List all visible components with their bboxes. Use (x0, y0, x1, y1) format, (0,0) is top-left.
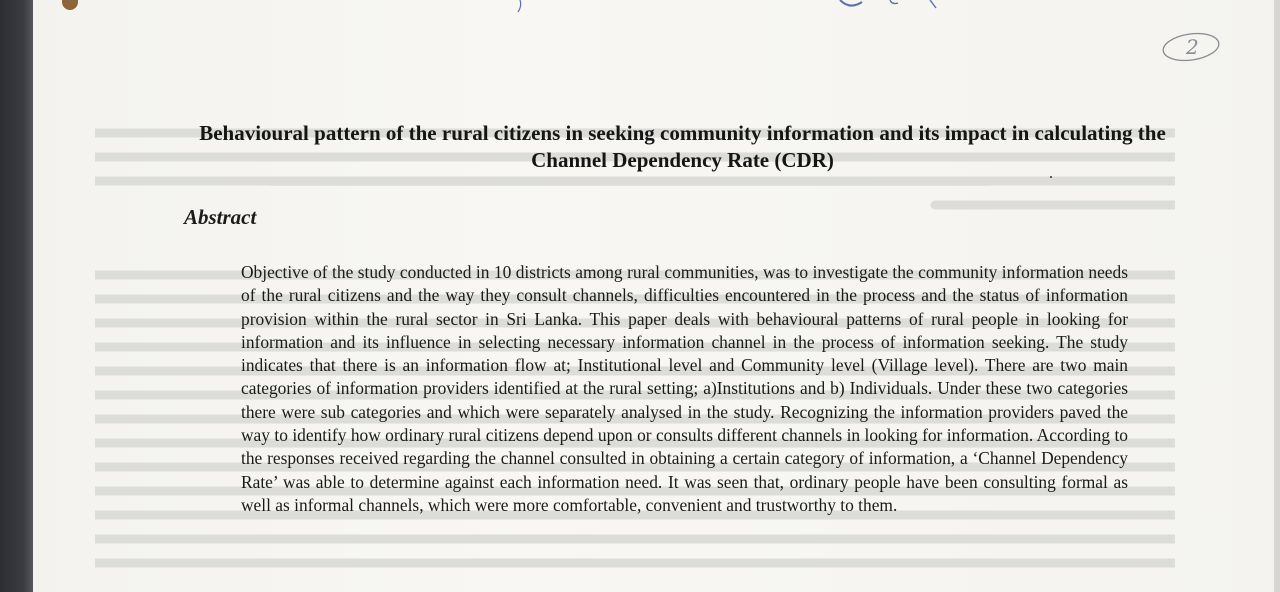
paper-title: Behavioural pattern of the rural citizens in seeking community information and its impact in calculating the Channel Dependency Rate (CDR) (199, 121, 1166, 172)
handwriting-strokes-top (500, 0, 940, 14)
ink-smudge-icon (62, 0, 78, 10)
scanner-edge-right (1274, 0, 1280, 592)
abstract-text: Objective of the study conducted in 10 districts among rural communities, was to investigate the community information needs of the rural citizens and the way they consult channels, difficulties encountered in the process and the status of information provision within the rural sector in Sri Lanka. This paper deals with behavioural patterns of rural people in looking for information and its influence in selecting necessary information channel in the process of information seeking. The study indicates that there is an information flow at; Institutional level and Community level (Village level). There are two main categories of information providers identified at the rural setting; a)Institutions and b) Individuals. Under these two categories there were sub categories and which were separately analysed in the study. Recognizing the information providers paved the way to identify how ordinary rural citizens depend upon or consults different channels in looking for information. According to the responses received regarding the channel consulted in obtaining a certain category of information, a ‘Channel Dependency Rate’ was able to determine against each information need. It was seen that, ordinary people have been consulting formal as well as informal channels, which were more comfortable, convenient and trustworthy to them. (241, 262, 1128, 515)
speck (1050, 176, 1052, 178)
scanner-edge-left (0, 0, 33, 592)
svg-text:2: 2 (1186, 35, 1199, 59)
abstract-heading: Abstract (184, 205, 257, 229)
handwritten-page-number-icon (1160, 30, 1222, 64)
